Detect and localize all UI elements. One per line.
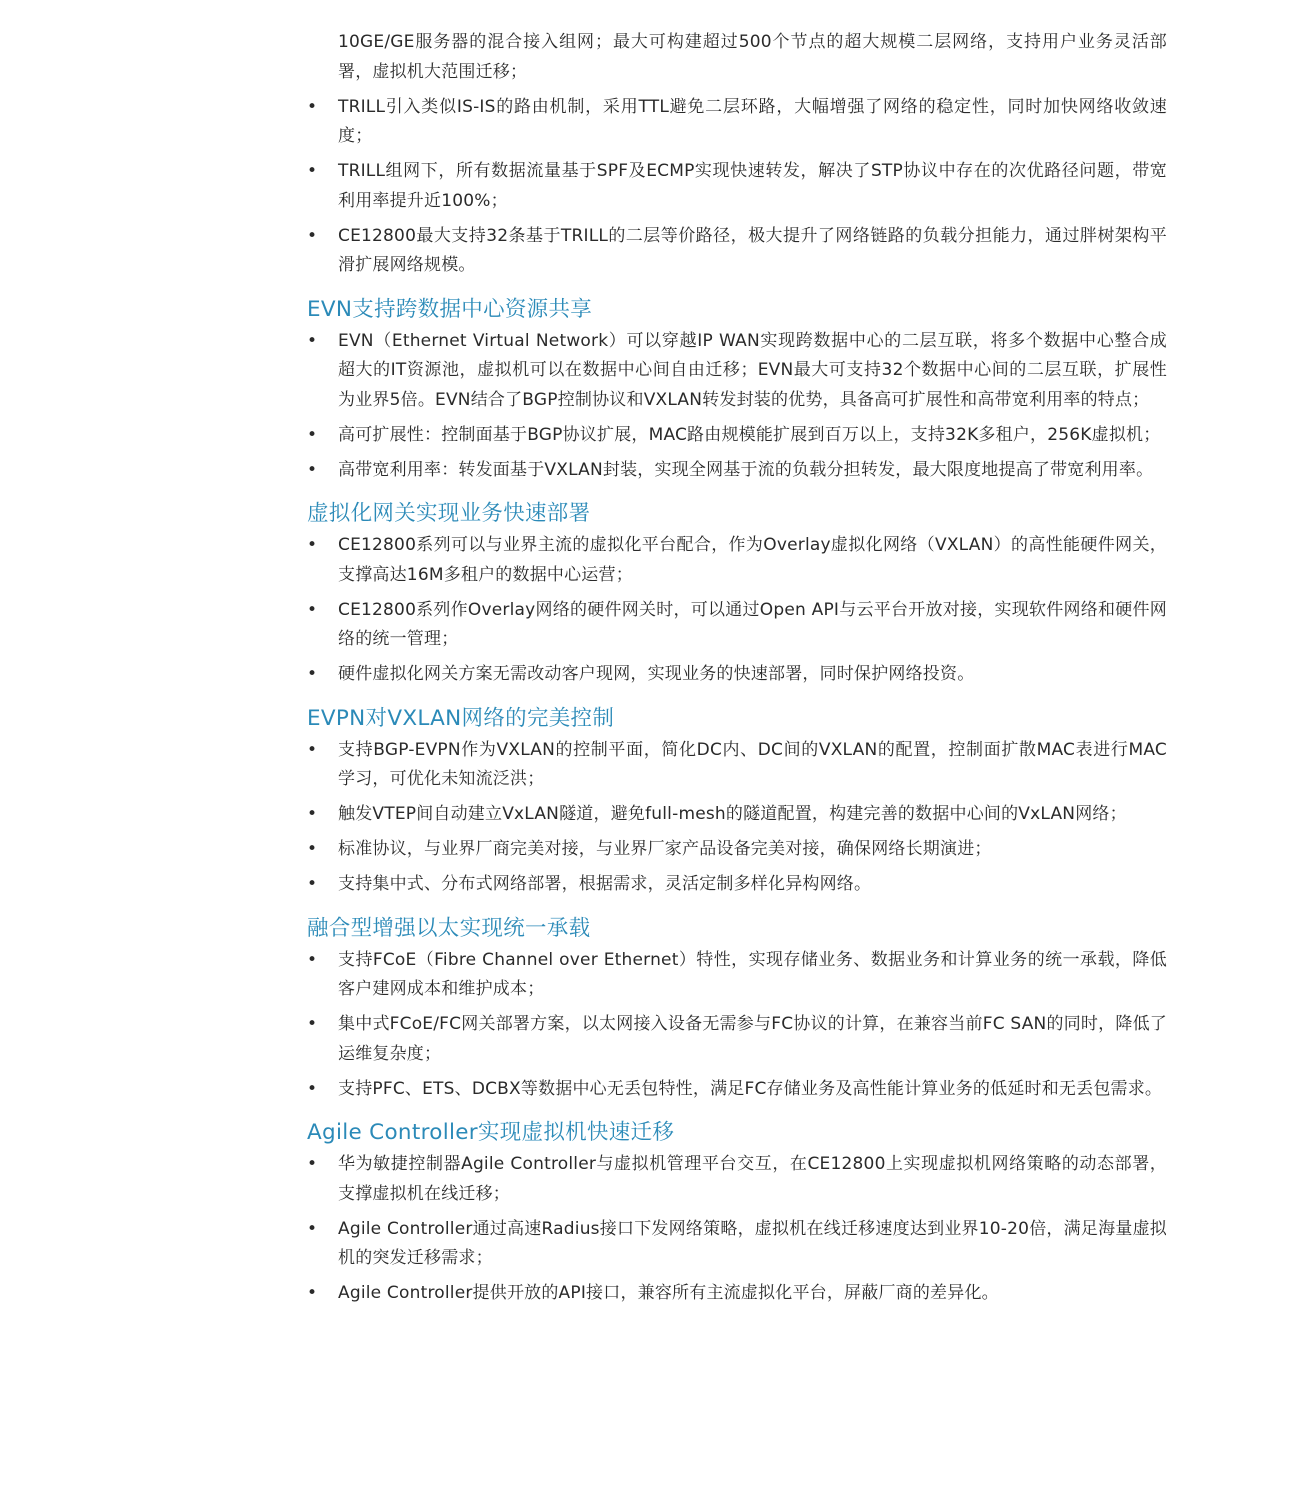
section-heading: EVN支持跨数据中心资源共享 [307,296,593,322]
bullet-icon: • [307,96,318,117]
intro-list [307,28,1167,281]
section-agile-controller [307,1118,1167,1309]
list-item-text: CE12800系列作Overlay网络的硬件网关时，可以通过Open API与云平台开放对接，实现软件网络和硬件网络的统一管理； [338,599,1167,649]
section-evn [307,295,1167,486]
bullet-icon: • [307,424,318,445]
bullet-icon: • [307,1014,318,1034]
section-list [307,736,1167,900]
list-item [307,93,1167,152]
section-virtual-gateway [307,499,1167,690]
section-heading: 虚拟化网关实现业务快速部署 [307,501,591,526]
intro-continuation-text: 10GE/GE服务器的混合接入组网；最大可构建超过500个节点的超大规模二层网络，支持用户业务灵活部署，虚拟机大范围迁移； [338,32,1167,82]
section-evpn [307,704,1167,900]
list-item-text: Agile Controller提供开放的API接口，兼容所有主流虚拟化平台，屏蔽厂商的差异化。 [338,1283,999,1303]
bullet-icon: • [307,599,318,620]
list-item [307,835,1167,865]
list-item [307,327,1167,416]
section-heading: EVPN对VXLAN网络的完美控制 [307,705,615,731]
list-item-text: TRILL组网下，所有数据流量基于SPF及ECMP实现快速转发，解决了STP协议中存在的次优路径问题，带宽利用率提升近100%； [338,161,1167,211]
section-fcoe [307,914,1167,1105]
list-item [307,1215,1167,1274]
section-list [307,1150,1167,1309]
list-item [307,596,1167,655]
list-item [307,800,1167,830]
bullet-icon: • [307,949,318,970]
list-item [307,222,1167,281]
document-page [307,28,1167,1314]
bullet-icon: • [307,804,318,824]
bullet-icon: • [307,459,318,480]
list-item-text: TRILL引入类似IS-IS的路由机制，采用TTL避免二层环路，大幅增强了网络的稳定性，同时加快网络收敛速度； [338,96,1167,146]
bullet-icon: • [307,330,318,351]
bullet-icon: • [307,1154,318,1174]
bullet-icon: • [307,1283,318,1303]
bullet-icon: • [307,874,318,894]
section-heading: Agile Controller实现虚拟机快速迁移 [307,1120,675,1145]
list-item-text: 支持PFC、ETS、DCBX等数据中心无丢包特性，满足FC存储业务及高性能计算业务的低延时和无丢包需求。 [338,1078,1163,1099]
list-item-text: CE12800系列可以与业界主流的虚拟化平台配合，作为Overlay虚拟化网络（VXLAN）的高性能硬件网关，支撑高达16M多租户的数据中心运营； [338,535,1167,585]
bullet-icon: • [307,664,318,684]
section-list [307,327,1167,486]
list-item-text: 触发VTEP间自动建立VxLAN隧道，避免full-mesh的隧道配置，构建完善的数据中心间的VxLAN网络； [338,804,1127,824]
list-item-text: 高带宽利用率：转发面基于VXLAN封装，实现全网基于流的负载分担转发，最大限度地提高了带宽利用率。 [338,459,1154,480]
list-item-text: EVN（Ethernet Virtual Network）可以穿越IP WAN实现跨数据中心的二层互联，将多个数据中心整合成超大的IT资源池，虚拟机可以在数据中心间自由迁移；EVN最大可支持32个数据中心间的二层互联，扩展性为业界5倍。EVN结合了BGP控制协议和VXLAN转发封装的优势，具备高可扩展性和高带宽利用率的特点； [338,330,1167,410]
list-item-text: Agile Controller通过高速Radius接口下发网络策略，虚拟机在线迁移速度达到业界10-20倍，满足海量虚拟机的突发迁移需求； [338,1218,1167,1268]
list-item-text: 支持FCoE（Fibre Channel over Ethernet）特性，实现存储业务、数据业务和计算业务的统一承载，降低客户建网成本和维护成本； [338,949,1167,999]
list-item-text: 支持集中式、分布式网络部署，根据需求，灵活定制多样化异构网络。 [338,874,872,894]
list-item [307,870,1167,900]
list-item [307,531,1167,590]
bullet-icon: • [307,225,318,246]
bullet-icon: • [307,1078,318,1099]
list-item [307,660,1167,690]
list-item [307,946,1167,1005]
list-item [307,1010,1167,1069]
list-item-text: 支持BGP-EVPN作为VXLAN的控制平面，简化DC内、DC间的VXLAN的配置，控制面扩散MAC表进行MAC学习，可优化未知流泛洪； [338,739,1167,789]
bullet-icon: • [307,161,318,181]
bullet-icon: • [307,535,318,555]
list-item-text: 高可扩展性：控制面基于BGP协议扩展，MAC路由规模能扩展到百万以上，支持32K多租户，256K虚拟机； [338,424,1161,445]
bullet-icon: • [307,839,318,859]
list-item [307,736,1167,795]
list-item [307,1279,1167,1309]
list-item-text: CE12800最大支持32条基于TRILL的二层等价路径，极大提升了网络链路的负载分担能力，通过胖树架构平滑扩展网络规模。 [338,225,1167,275]
section-list [307,531,1167,690]
list-item-text: 硬件虚拟化网关方案无需改动客户现网，实现业务的快速部署，同时保护网络投资。 [338,664,975,684]
list-item [307,1075,1167,1105]
section-heading: 融合型增强以太实现统一承载 [307,915,591,941]
list-item-text: 标准协议，与业界厂商完美对接，与业界厂家产品设备完美对接，确保网络长期演进； [338,839,992,859]
intro-continuation [307,28,1167,87]
section-list [307,946,1167,1105]
bullet-icon: • [307,739,318,760]
bullet-icon: • [307,1218,318,1239]
list-item-text: 华为敏捷控制器Agile Controller与虚拟机管理平台交互，在CE12800上实现虚拟机网络策略的动态部署，支撑虚拟机在线迁移； [338,1154,1167,1204]
list-item [307,456,1167,486]
list-item [307,1150,1167,1209]
list-item [307,157,1167,216]
list-item [307,421,1167,451]
list-item-text: 集中式FCoE/FC网关部署方案，以太网接入设备无需参与FC协议的计算，在兼容当前FC SAN的同时，降低了运维复杂度； [338,1014,1167,1064]
